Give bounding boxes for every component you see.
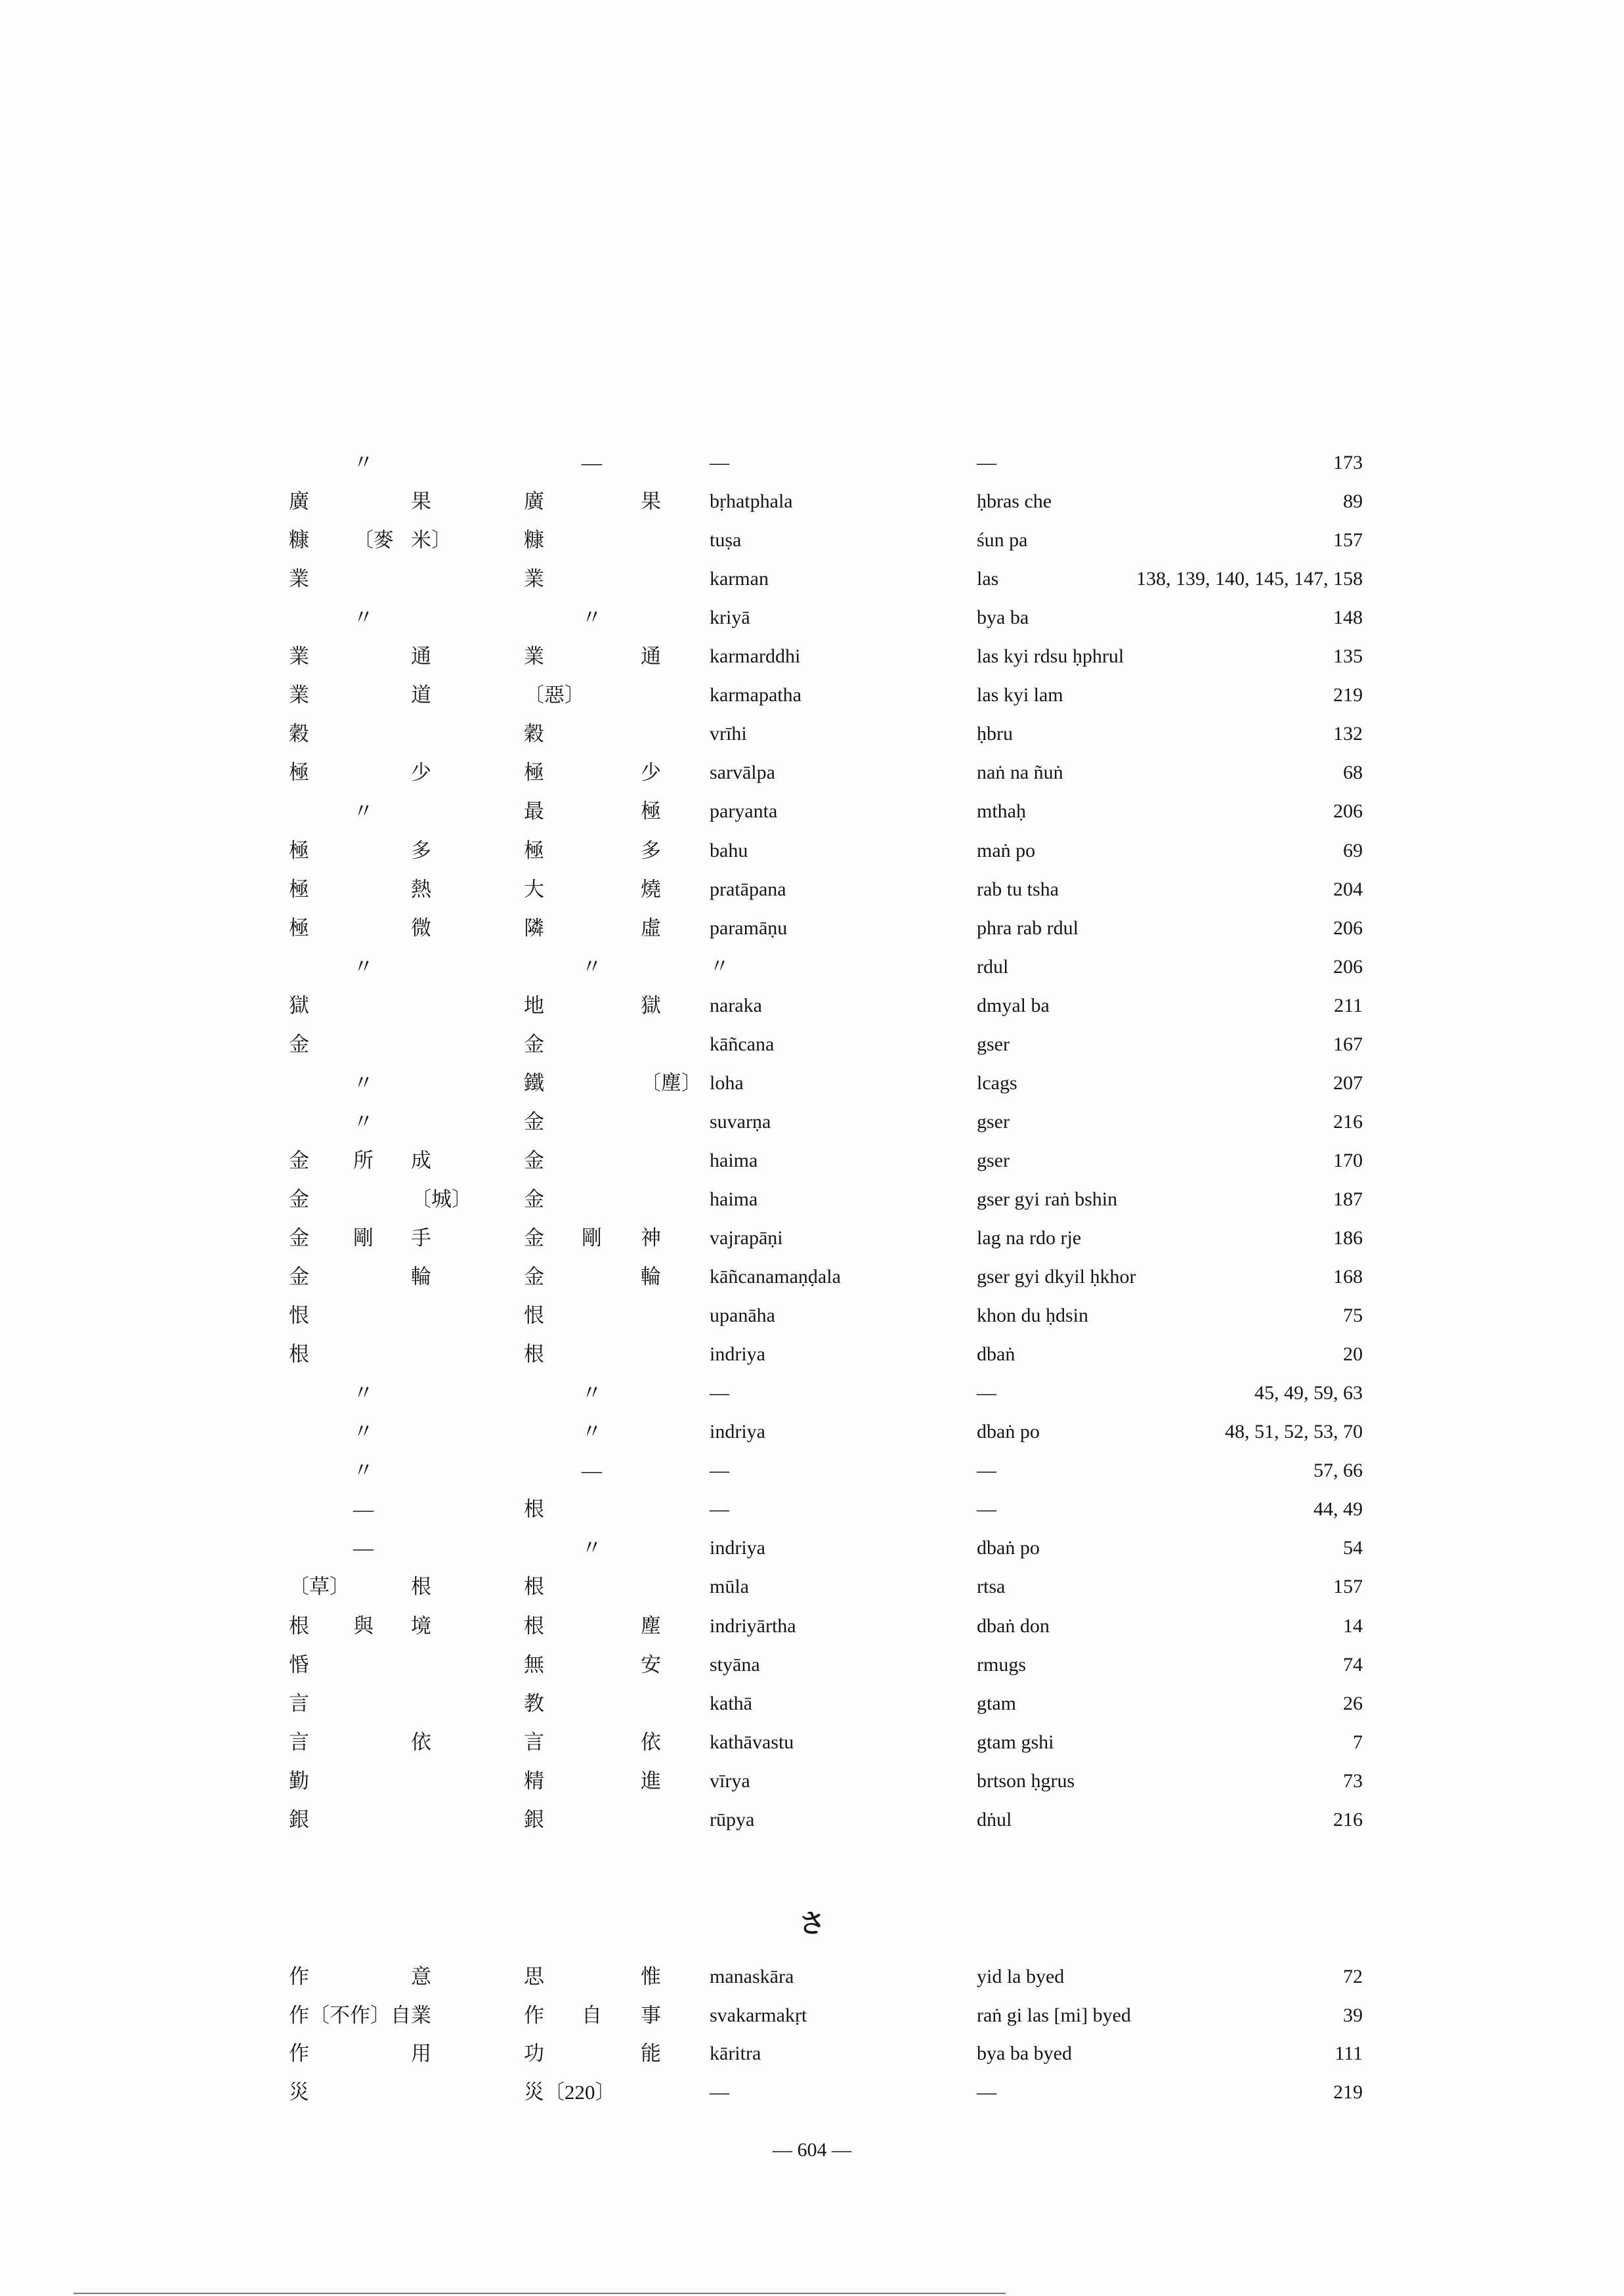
chinese-term: 業 (289, 567, 309, 591)
tibetan-term: gser (977, 1033, 1010, 1055)
chinese-equivalent: 功 (524, 2042, 544, 2065)
chinese-term: 〔城〕 (411, 1187, 472, 1211)
chinese-equivalent: 果 (641, 490, 661, 513)
chinese-equivalent: 言 (524, 1730, 544, 1754)
sanskrit-term: kathā (710, 1692, 752, 1714)
page-number: — 604 — (773, 2139, 851, 2161)
chinese-equivalent: 事 (641, 2003, 661, 2027)
chinese-term: 獄 (289, 993, 309, 1017)
sanskrit-term: — (710, 1460, 729, 1482)
tibetan-term: dṅul (977, 1808, 1012, 1830)
chinese-term: 〔草〕 (289, 1575, 350, 1599)
chinese-term: 穀 (289, 722, 309, 746)
page-references: 69 (1343, 839, 1363, 861)
chinese-equivalent: 精 (524, 1769, 544, 1792)
chinese-equivalent: 地 (524, 993, 544, 1017)
index-entry (0, 1144, 1624, 1177)
sanskrit-term: paramāṇu (710, 917, 788, 939)
chinese-equivalent: 業 (524, 567, 544, 591)
index-entry (0, 834, 1624, 867)
tibetan-term: bya ba byed (977, 2043, 1072, 2064)
page-references: 219 (1333, 684, 1363, 706)
chinese-equivalent: 銀 (524, 1808, 544, 1831)
chinese-equivalent: 穀 (524, 722, 544, 746)
chinese-term: 境 (411, 1614, 431, 1637)
tibetan-term: — (977, 1382, 996, 1404)
index-entry (0, 1183, 1624, 1216)
page-references: 89 (1343, 490, 1363, 513)
chinese-term: 作 (289, 2042, 309, 2065)
page-references: 74 (1343, 1653, 1363, 1676)
chinese-term: 〃 (353, 1071, 374, 1094)
chinese-term: 〃 (353, 955, 374, 978)
chinese-equivalent: 糠 (524, 529, 544, 552)
chinese-term: 〃 (353, 1381, 374, 1405)
chinese-term: 極 (289, 838, 309, 862)
sanskrit-term: karmapatha (710, 684, 801, 706)
page-references: 219 (1333, 2081, 1363, 2103)
index-entry (0, 1416, 1624, 1448)
tibetan-term: las (977, 568, 999, 590)
index-entry (0, 756, 1624, 789)
page-references: 75 (1343, 1305, 1363, 1327)
chinese-term: 極 (289, 877, 309, 901)
sanskrit-term: indriya (710, 1343, 765, 1366)
chinese-term: 極 (289, 916, 309, 940)
chinese-term: 銀 (289, 1808, 309, 1831)
chinese-equivalent: 根 (524, 1343, 544, 1366)
index-entry (0, 1261, 1624, 1293)
chinese-equivalent: 通 (641, 645, 661, 668)
chinese-term: 言 (289, 1691, 309, 1715)
chinese-equivalent: 〃 (582, 1381, 602, 1405)
chinese-equivalent: 大 (524, 877, 544, 901)
index-entry (0, 446, 1624, 479)
chinese-term: 道 (411, 683, 431, 707)
chinese-term: 金 (289, 1148, 309, 1172)
tibetan-term: khon du ḥdsin (977, 1305, 1089, 1327)
page-references: 168 (1333, 1266, 1363, 1288)
chinese-equivalent: 極 (524, 838, 544, 862)
tibetan-term: las kyi lam (977, 684, 1063, 706)
chinese-term: 依 (411, 1730, 431, 1754)
chinese-term: 熱 (411, 877, 431, 901)
chinese-equivalent: — (582, 1459, 602, 1483)
chinese-term: 根 (289, 1343, 309, 1366)
chinese-term: 輪 (411, 1265, 431, 1289)
chinese-equivalent: 極 (641, 800, 661, 823)
tibetan-term: naṅ na ñuṅ (977, 762, 1063, 784)
chinese-term: 所 (353, 1148, 374, 1172)
page-references: 111 (1335, 2043, 1363, 2064)
chinese-term: 成 (411, 1148, 431, 1172)
chinese-term: 手 (411, 1226, 431, 1249)
tibetan-term: śun pa (977, 529, 1028, 552)
chinese-term: 用 (411, 2042, 431, 2065)
page-references: 216 (1333, 1110, 1363, 1133)
tibetan-term: phra rab rdul (977, 917, 1079, 939)
page-references: 207 (1333, 1072, 1363, 1094)
chinese-equivalent: 〔塵〕 (641, 1071, 702, 1094)
chinese-term: 金 (289, 1032, 309, 1056)
chinese-equivalent: 金 (524, 1226, 544, 1249)
sanskrit-term: manaskāra (710, 1966, 794, 1987)
index-entry (0, 912, 1624, 945)
chinese-term: 多 (411, 838, 431, 862)
page-references: 187 (1333, 1188, 1363, 1210)
chinese-term: 恨 (289, 1304, 309, 1328)
chinese-term: 惛 (289, 1653, 309, 1676)
index-entry (0, 1610, 1624, 1643)
chinese-term: 少 (411, 761, 431, 785)
chinese-equivalent: 〔惡〕 (524, 683, 585, 707)
tibetan-term: rab tu tsha (977, 878, 1059, 900)
index-entry (0, 989, 1624, 1022)
tibetan-term: gtam (977, 1692, 1016, 1714)
chinese-equivalent: 進 (641, 1769, 661, 1792)
page-references: 132 (1333, 723, 1363, 745)
sanskrit-term: bahu (710, 839, 748, 861)
page-references: 167 (1333, 1033, 1363, 1055)
sanskrit-term: — (710, 1498, 729, 1521)
tibetan-term: maṅ po (977, 839, 1036, 861)
index-entry (0, 1067, 1624, 1100)
sanskrit-term: paryanta (710, 800, 778, 823)
sanskrit-term: svakarmakṛt (710, 2004, 807, 2026)
sanskrit-term: kāritra (710, 2043, 761, 2064)
chinese-equivalent: 〃 (582, 1420, 602, 1444)
chinese-equivalent: 恨 (524, 1304, 544, 1328)
index-entry (0, 1028, 1624, 1061)
page-references: 7 (1353, 1731, 1363, 1753)
chinese-term: 〔麥 (353, 529, 394, 552)
tibetan-term: raṅ gi las [mi] byed (977, 2004, 1131, 2026)
page-references: 206 (1333, 917, 1363, 939)
tibetan-term: — (977, 2081, 996, 2103)
chinese-equivalent: 無 (524, 1653, 544, 1676)
chinese-term: 勤 (289, 1769, 309, 1792)
sanskrit-term: bṛhatphala (710, 490, 793, 513)
chinese-term: 〃 (353, 800, 374, 823)
chinese-term: 微 (411, 916, 431, 940)
tibetan-term: gser (977, 1110, 1010, 1133)
page-references: 14 (1343, 1614, 1363, 1637)
tibetan-term: las kyi rdsu ḥphrul (977, 645, 1124, 668)
chinese-term: 金 (289, 1265, 309, 1289)
sanskrit-term: karman (710, 568, 769, 590)
chinese-term: 言 (289, 1730, 309, 1754)
index-entry (0, 795, 1624, 828)
tibetan-term: dmyal ba (977, 994, 1050, 1016)
chinese-term: 〃 (353, 451, 374, 474)
index-entry (0, 1649, 1624, 1681)
index-entry (0, 601, 1624, 634)
chinese-term: 米〕 (411, 529, 452, 552)
chinese-equivalent: 隣 (524, 916, 544, 940)
index-entry (0, 1570, 1624, 1603)
index-entry (0, 1454, 1624, 1487)
chinese-equivalent: 根 (524, 1575, 544, 1599)
tibetan-term: — (977, 452, 996, 473)
chinese-term: 廣 (289, 490, 309, 513)
chinese-equivalent: 燒 (641, 877, 661, 901)
page-references: 206 (1333, 800, 1363, 823)
chinese-equivalent: 自 (582, 2003, 602, 2027)
page-references: 157 (1333, 529, 1363, 552)
index-entry (0, 1106, 1624, 1138)
chinese-term: 災 (289, 2080, 309, 2104)
index-entry (0, 1338, 1624, 1371)
index-entry (0, 485, 1624, 518)
chinese-equivalent: 能 (641, 2042, 661, 2065)
chinese-term: 作〔不作〕自業 (289, 2003, 431, 2027)
sanskrit-term: tuṣa (710, 529, 742, 552)
chinese-equivalent: 金 (524, 1148, 544, 1172)
page-references: 54 (1343, 1537, 1363, 1559)
page-references: 206 (1333, 955, 1363, 978)
page-references: 204 (1333, 878, 1363, 900)
chinese-equivalent: 思 (524, 1965, 544, 1988)
sanskrit-term: karmarddhi (710, 645, 801, 668)
sanskrit-term: mūla (710, 1576, 749, 1598)
sanskrit-term: styāna (710, 1653, 760, 1676)
index-entry (0, 2037, 1624, 2070)
sanskrit-term: vrīhi (710, 723, 747, 745)
page-references: 20 (1343, 1343, 1363, 1366)
page-references: 186 (1333, 1227, 1363, 1249)
index-entry (0, 951, 1624, 984)
chinese-equivalent: 〃 (582, 955, 602, 978)
index-entry (0, 873, 1624, 906)
tibetan-term: yid la byed (977, 1966, 1065, 1987)
chinese-equivalent: 少 (641, 761, 661, 785)
chinese-term: 業 (289, 645, 309, 668)
chinese-equivalent: 廣 (524, 490, 544, 513)
sanskrit-term: loha (710, 1072, 744, 1094)
chinese-equivalent: 根 (524, 1614, 544, 1637)
index-entry (0, 2076, 1624, 2109)
section-heading: さ (799, 1909, 825, 1938)
sanskrit-term: vīrya (710, 1769, 750, 1792)
chinese-equivalent: 鐵 (524, 1071, 544, 1094)
page-references: 157 (1333, 1576, 1363, 1598)
page-references: 73 (1343, 1769, 1363, 1792)
tibetan-term: gser gyi raṅ bshin (977, 1188, 1118, 1210)
chinese-equivalent: 〃 (582, 606, 602, 630)
tibetan-term: dbaṅ (977, 1343, 1015, 1366)
chinese-equivalent: 虛 (641, 916, 661, 940)
page-references: 135 (1333, 645, 1363, 668)
tibetan-term: rmugs (977, 1653, 1026, 1676)
chinese-term: — (353, 1498, 374, 1521)
sanskrit-term: — (710, 452, 729, 473)
chinese-equivalent: — (582, 451, 602, 474)
bottom-rule (74, 2293, 1006, 2294)
index-entry (0, 1726, 1624, 1759)
index-entry (0, 1999, 1624, 2032)
index-entry (0, 1804, 1624, 1836)
page-references: 216 (1333, 1808, 1363, 1830)
page-references: 44, 49 (1314, 1498, 1363, 1521)
chinese-term: 金 (289, 1187, 309, 1211)
tibetan-term: bya ba (977, 607, 1029, 629)
index-entry (0, 1299, 1624, 1332)
chinese-equivalent: 依 (641, 1730, 661, 1754)
chinese-equivalent: 業 (524, 645, 544, 668)
page-references: 148 (1333, 607, 1363, 629)
chinese-term: 〃 (353, 606, 374, 630)
tibetan-term: ḥbras che (977, 490, 1052, 513)
tibetan-term: — (977, 1460, 996, 1482)
chinese-equivalent: 教 (524, 1691, 544, 1715)
tibetan-term: lcags (977, 1072, 1017, 1094)
tibetan-term: dbaṅ don (977, 1614, 1050, 1637)
sanskrit-term: sarvālpa (710, 762, 775, 784)
tibetan-term: ḥbru (977, 723, 1013, 745)
sanskrit-term: indriyārtha (710, 1614, 796, 1637)
tibetan-term: dbaṅ po (977, 1421, 1040, 1443)
page-references: 170 (1333, 1149, 1363, 1171)
chinese-term: 根 (289, 1614, 309, 1637)
sanskrit-term: rūpya (710, 1808, 755, 1830)
chinese-equivalent: 惟 (641, 1965, 661, 1988)
chinese-equivalent: 作 (524, 2003, 544, 2027)
sanskrit-term: kāñcanamaṇḍala (710, 1266, 841, 1288)
sanskrit-term: indriya (710, 1421, 765, 1443)
sanskrit-term: kriyā (710, 607, 750, 629)
chinese-equivalent: 神 (641, 1226, 661, 1249)
chinese-term: 〃 (353, 1110, 374, 1133)
index-entry (0, 1960, 1624, 1993)
index-entry (0, 563, 1624, 596)
chinese-equivalent: 輪 (641, 1265, 661, 1289)
index-entry (0, 718, 1624, 750)
chinese-term: 業 (289, 683, 309, 707)
chinese-equivalent: 金 (524, 1032, 544, 1056)
chinese-equivalent: 最 (524, 800, 544, 823)
sanskrit-term: — (710, 2081, 729, 2103)
index-entry (0, 1377, 1624, 1410)
tibetan-term: lag na rdo rje (977, 1227, 1082, 1249)
chinese-equivalent: 塵 (641, 1614, 661, 1637)
page-references: 173 (1333, 452, 1363, 473)
chinese-equivalent: 多 (641, 838, 661, 862)
sanskrit-term: pratāpana (710, 878, 786, 900)
sanskrit-term: indriya (710, 1537, 765, 1559)
chinese-equivalent: 剛 (582, 1226, 602, 1249)
page-references: 45, 49, 59, 63 (1254, 1382, 1363, 1404)
page-references: 26 (1343, 1692, 1363, 1714)
chinese-term: 意 (411, 1965, 431, 1988)
tibetan-term: gser gyi dkyil ḥkhor (977, 1266, 1136, 1288)
tibetan-term: brtson ḥgrus (977, 1769, 1075, 1792)
chinese-term: 根 (411, 1575, 431, 1599)
index-entry (0, 1222, 1624, 1255)
page-references: 57, 66 (1314, 1460, 1363, 1482)
page-references: 72 (1343, 1966, 1363, 1987)
sanskrit-term: — (710, 1382, 729, 1404)
tibetan-term: dbaṅ po (977, 1537, 1040, 1559)
index-entry (0, 524, 1624, 557)
chinese-term: 〃 (353, 1459, 374, 1483)
chinese-equivalent: 根 (524, 1498, 544, 1521)
tibetan-term: rdul (977, 955, 1009, 978)
chinese-term: 金 (289, 1226, 309, 1249)
sanskrit-term: upanāha (710, 1305, 775, 1327)
index-entry (0, 1493, 1624, 1526)
sanskrit-term: haima (710, 1188, 758, 1210)
tibetan-term: rtsa (977, 1576, 1006, 1598)
sanskrit-term: 〃 (710, 955, 729, 978)
chinese-equivalent: 極 (524, 761, 544, 785)
tibetan-term: gtam gshi (977, 1731, 1054, 1753)
index-entry (0, 679, 1624, 712)
chinese-equivalent: 〃 (582, 1536, 602, 1560)
index-entry (0, 1687, 1624, 1720)
sanskrit-term: haima (710, 1149, 758, 1171)
chinese-term: 果 (411, 490, 431, 513)
chinese-equivalent: 金 (524, 1265, 544, 1289)
sanskrit-term: suvarṇa (710, 1110, 771, 1133)
tibetan-term: mthaḥ (977, 800, 1026, 823)
page-references: 138, 139, 140, 145, 147, 158 (1136, 568, 1363, 590)
chinese-equivalent: 獄 (641, 993, 661, 1017)
chinese-term: 〃 (353, 1420, 374, 1444)
sanskrit-term: naraka (710, 994, 762, 1016)
chinese-term: 剛 (353, 1226, 374, 1249)
chinese-equivalent: 安 (641, 1653, 661, 1676)
chinese-term: 糠 (289, 529, 309, 552)
chinese-equivalent: 金 (524, 1110, 544, 1133)
page-references: 211 (1334, 994, 1363, 1016)
tibetan-term: gser (977, 1149, 1010, 1171)
page-references: 68 (1343, 762, 1363, 784)
sanskrit-term: kathāvastu (710, 1731, 794, 1753)
chinese-term: 作 (289, 1965, 309, 1988)
sanskrit-term: vajrapāṇi (710, 1227, 783, 1249)
index-entry (0, 640, 1624, 673)
sanskrit-term: kāñcana (710, 1033, 775, 1055)
index-entry (0, 1532, 1624, 1565)
tibetan-term: — (977, 1498, 996, 1521)
chinese-term: — (353, 1536, 374, 1560)
chinese-term: 與 (353, 1614, 374, 1637)
page-references: 39 (1343, 2004, 1363, 2026)
index-entry (0, 1765, 1624, 1798)
chinese-equivalent: 災〔220〕 (524, 2080, 616, 2104)
chinese-term: 通 (411, 645, 431, 668)
chinese-term: 極 (289, 761, 309, 785)
page-references: 48, 51, 52, 53, 70 (1225, 1421, 1363, 1443)
chinese-equivalent: 金 (524, 1187, 544, 1211)
